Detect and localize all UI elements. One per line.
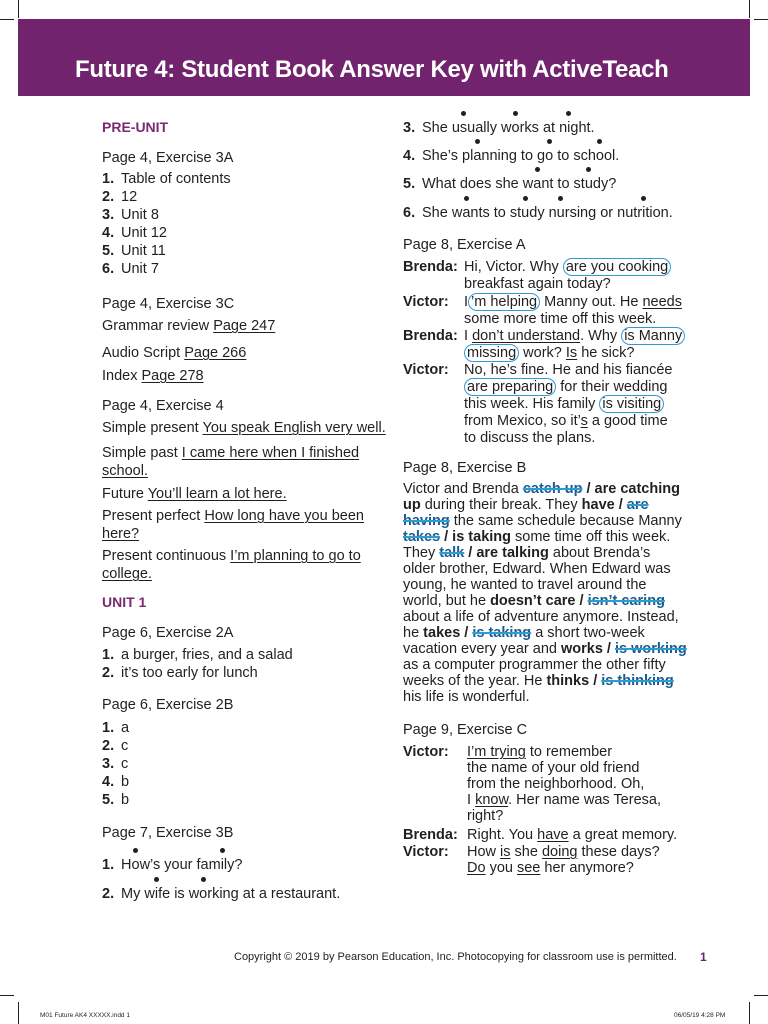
speaker-label: Victor: [403, 294, 449, 310]
list-item: 3. Unit 8 [102, 207, 159, 223]
list-item: 1. How’s your family? [102, 857, 243, 873]
exercise-heading: Page 7, Exercise 3B [102, 825, 234, 841]
crop-mark [754, 995, 768, 996]
crop-mark [749, 0, 750, 18]
crop-mark [18, 0, 19, 18]
list-item: 4. b [102, 774, 130, 790]
section-heading-pre-unit: PRE-UNIT [102, 119, 169, 135]
answer-row: Present perfect How long have you been here? [102, 508, 364, 542]
speaker-label: Brenda: [403, 328, 458, 344]
page-title: Future 4: Student Book Answer Key with ActiveTeach [75, 56, 669, 83]
answer-row: Simple past I came here when I finished school. [102, 445, 360, 479]
speaker-label: Victor: [403, 744, 449, 760]
exercise-heading: Page 4, Exercise 3A [102, 150, 234, 166]
list-item: 2. it’s too early for lunch [102, 665, 258, 681]
list-item: 3. She usually works at night. [403, 120, 595, 136]
answer-row: Present continuous I’m planning to go to college. [102, 548, 361, 582]
list-item: 1. a [102, 720, 130, 736]
list-item: 6. Unit 7 [102, 261, 159, 277]
speaker-label: Brenda: [403, 827, 458, 843]
speaker-label: Victor: [403, 362, 449, 378]
dialogue: Victor: Brenda: Victor: I’m trying to remember the name of your old friend from the neighborhood. Oh, I know. Her name was Teresa, right? Right. You have a great memory. How is she doing these days? Do you see her anymore? [403, 744, 678, 876]
crop-mark [0, 995, 14, 996]
answer-row: Index Page 278 [102, 368, 204, 384]
crop-mark [749, 1002, 750, 1024]
answer-list [102, 170, 231, 278]
answer-row: Future You’ll learn a lot here. [102, 486, 287, 502]
list-item: 6. She wants to study nursing or nutrition. [403, 205, 673, 221]
crop-mark [18, 1002, 19, 1024]
exercise-heading: Page 8, Exercise A [403, 237, 526, 253]
list-item: 2. c [102, 738, 129, 754]
answer-row: Grammar review Page 247 [102, 318, 276, 334]
answer-row: Audio Script Page 266 [102, 345, 247, 361]
speaker-label: Victor: [403, 844, 449, 860]
list-item: 1. a burger, fries, and a salad [102, 647, 293, 663]
answer-list [102, 646, 293, 682]
speaker-label: Brenda: [403, 259, 458, 275]
dialogue: Brenda: Victor: Brenda: Victor: Hi, Victor. Why are you cooking breakfast again today? I ’m helping Manny out. He needs some more time off this week. I don’t understand. Why is Manny missing work? Is he sick? No, he’s fine. He and his fiancée are preparing for their wedding this week. His family is visiting from Mexico, so it’s a good time to discuss the plans. [403, 259, 703, 449]
exercise-heading: Page 6, Exercise 2B [102, 697, 234, 713]
copyright-notice: Copyright © 2019 by Pearson Education, Inc. Photocopying for classroom use is permitted. [234, 951, 677, 963]
list-item: 4. Unit 12 [102, 225, 167, 241]
exercise-heading: Page 9, Exercise C [403, 722, 528, 738]
crop-mark [0, 19, 14, 20]
exercise-heading: Page 4, Exercise 4 [102, 398, 224, 414]
exercise-heading: Page 8, Exercise B [403, 460, 527, 476]
crop-mark [754, 19, 768, 20]
list-item: 1. Table of contents [102, 171, 231, 187]
list-item: 2. 12 [102, 189, 138, 205]
page-number: 1 [700, 950, 707, 964]
list-item: 5. Unit 11 [102, 243, 166, 259]
list-item: 2. My wife is working at a restaurant. [102, 886, 341, 902]
answer-list [102, 719, 129, 809]
exercise-heading: Page 6, Exercise 2A [102, 625, 234, 641]
list-item: 5. b [102, 792, 130, 808]
answer-row: Simple present You speak English very well. [102, 420, 386, 436]
exercise-heading: Page 4, Exercise 3C [102, 296, 235, 312]
print-slug-filename: M01 Future AK4 XXXXX.indd 1 [40, 1012, 130, 1019]
section-heading-unit-1: UNIT 1 [102, 594, 147, 610]
print-slug-timestamp: 06/05/19 4:28 PM [674, 1012, 726, 1019]
list-item: 5. What does she want to study? [403, 176, 617, 192]
list-item: 4. She’s planning to go to school. [403, 148, 620, 164]
exercise-paragraph: Victor and Brenda catch up / are catching up during their break. They have / are having the same schedule because Manny takes / is taking some time off this week. They talk / are talking about Brenda’s older brother, Edward. When Edward was young, he wanted to travel around the world, but he doesn’t care / isn’t caring about a life of adventure anymore. Instead, he takes / is taking a short two-week vacation every year and works / is working as a computer programmer the other fifty weeks of the year. He thinks / is thinking his life is wonderful. [403, 481, 687, 705]
list-item: 3. c [102, 756, 129, 772]
